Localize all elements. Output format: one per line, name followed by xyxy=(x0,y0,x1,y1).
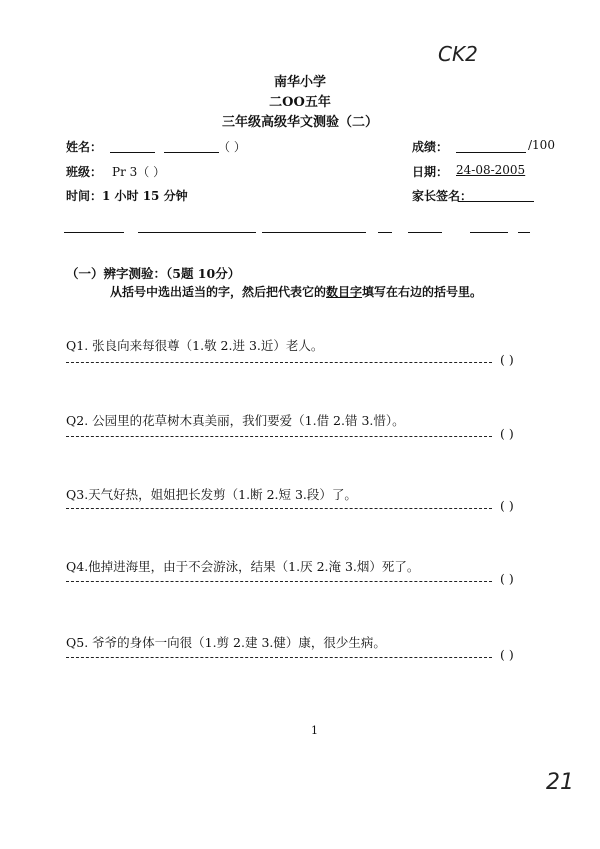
answer-box-3[interactable]: ( ) xyxy=(500,498,514,513)
corner-handwritten-note: CK2 xyxy=(438,42,478,66)
class-value: Pr 3（ ） xyxy=(112,165,166,179)
date-value: 24-08-2005 xyxy=(456,163,526,177)
instruction-pre: 从括号中选出适当的字，然后把代表它的 xyxy=(110,285,327,299)
score-total: /100 xyxy=(528,138,555,152)
question-3: Q3.天气好热，姐姐把长发剪（1.断 2.短 3.段）了。 xyxy=(66,487,357,502)
name-field-line-2[interactable] xyxy=(164,152,219,153)
parent-signature-line[interactable] xyxy=(458,201,534,202)
answer-box-1[interactable]: ( ) xyxy=(500,352,514,367)
question-1: Q1. 张良向来每很尊（1.敬 2.进 3.近）老人。 xyxy=(66,338,324,353)
name-label: 姓名： xyxy=(66,140,103,154)
section-instruction xyxy=(110,283,482,300)
separator-segment xyxy=(138,232,256,233)
separator-segment xyxy=(378,232,392,233)
name-field-line-1[interactable] xyxy=(110,152,155,153)
instruction-post: 填写在右边的括号里。 xyxy=(362,285,483,299)
answer-line-1 xyxy=(66,362,492,363)
section-title: （一）辨字测验：（5题 10分） xyxy=(66,266,241,281)
question-5: Q5. 爷爷的身体一向很（1.剪 2.建 3.健）康，很少生病。 xyxy=(66,635,386,650)
date-label: 日期： xyxy=(412,165,449,179)
separator-segment xyxy=(64,232,124,233)
separator-segment xyxy=(518,232,530,233)
answer-line-5 xyxy=(66,657,492,658)
separator-segment xyxy=(408,232,442,233)
score-field-line[interactable] xyxy=(456,152,526,153)
separator-segment xyxy=(262,232,366,233)
answer-line-4 xyxy=(66,581,492,582)
school-name: 南华小学 xyxy=(273,75,326,90)
separator-segment xyxy=(470,232,508,233)
exam-year: 二OO五年 xyxy=(269,95,331,110)
score-label: 成绩： xyxy=(412,140,449,154)
parent-signature-label: 家长签名： xyxy=(412,189,473,203)
time-label: 时间：1 小时 15 分钟 xyxy=(66,189,188,203)
question-4: Q4.他掉进海里，由于不会游泳，结果（1.厌 2.淹 3.烟）死了。 xyxy=(66,559,420,574)
answer-box-4[interactable]: ( ) xyxy=(500,571,514,586)
answer-box-2[interactable]: ( ) xyxy=(500,426,514,441)
answer-box-5[interactable]: ( ) xyxy=(500,647,514,662)
page-number: 1 xyxy=(311,724,318,737)
name-index-paren: （ ） xyxy=(218,140,246,154)
answer-line-2 xyxy=(66,436,492,437)
answer-line-3 xyxy=(66,508,492,509)
exam-title: 三年级高级华文测验（二） xyxy=(221,115,378,130)
instruction-keyword: 数目字 xyxy=(326,285,363,299)
score-handwritten-note: 21 xyxy=(546,770,574,795)
class-label: 班级： xyxy=(66,165,103,179)
question-2: Q2. 公园里的花草树木真美丽，我们要爱（1.借 2.错 3.惜）。 xyxy=(66,413,405,428)
